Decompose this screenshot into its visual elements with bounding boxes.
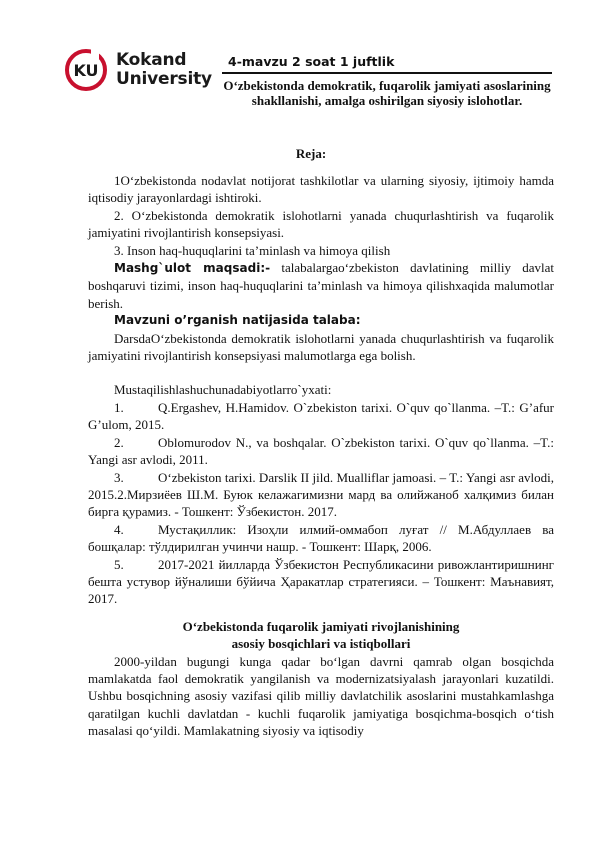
ku-logo-icon bbox=[64, 48, 108, 92]
plan-item-3: 3. Inson haq-huquqlarini ta’minlash va himoya qilish bbox=[114, 242, 391, 258]
literature-item: 1. Q.Ergashev, H.Hamidov. O`zbekiston tarixi. O`quv qo`llanma. –T.: G’afur G’ulom, 2015. bbox=[88, 399, 554, 433]
section-body: 2000-yildan bugungi kunga qadar bo‘lgan davrni qamrab olgan bosqichda mamlakatda faol demokratik yangilanish va modernizatsiyalash jarayonlari kuzatildi. Ushbu bosqichning asosiy vazifasi qilib milliy davlatchilik asoslarini mustahkamlashga qaratilgan kuchli davlatdan - kuchli fuqarolik jamiyatiga bosqichma-bosqich o‘tish masalasi qo‘yildi. Mamlakatning siyosiy va iqtisodiy bbox=[88, 653, 554, 739]
plan-heading: Reja: bbox=[295, 146, 327, 161]
outcome-text: DarsdaO‘zbekistonda demokratik islohotlarni yanada chuqurlashtirish va fuqarolik jamiyatini rivojlantirish konsepsiyasi malumotlarga ega bolish. bbox=[88, 330, 554, 364]
outcome-heading: Mavzuni o’rganish natijasida talaba: bbox=[114, 313, 361, 328]
lesson-goal: Mashg`ulot maqsadi:- talabalargaо‘zbekiston davlatining milliy davlat boshqaruvi tizimi, inson haq-huquqlarini ta’minlash va himoya qilishxaqida malumotlar berish. bbox=[88, 260, 554, 311]
section-title-line2: asosiy bosqichlari va istiqbollari bbox=[231, 636, 411, 652]
logo-wordmark: Kokand University bbox=[116, 50, 212, 89]
document-body bbox=[88, 172, 554, 740]
lesson-goal-label: Mashg`ulot maqsadi bbox=[114, 261, 261, 276]
literature-item: 4. Мустақиллик: Изоҳли илмий-оммабоп луғат // М.Абдуллаев ва бошқалар: тўлдирилган учинчи нашр. - Тошкент: Шарқ, 2006. bbox=[88, 521, 554, 555]
literature-item: 5. 2017-2021 йилларда Ўзбекистон Республикасини ривожлантиришнинг бешта устувор йўналиши бўйича Ҳаракатлар стратегияси. – Тошкент: Маънавият, 2017. bbox=[88, 556, 554, 607]
university-logo bbox=[64, 48, 212, 92]
literature-item: 2. Oblomurodov N., va boshqalar. O`zbekiston tarixi. O`quv qo`llanma. –T.: Yangi asr avlodi, 2011. bbox=[88, 434, 554, 468]
lesson-goal-text: talabalargaо‘zbekiston davlatining milliy davlat boshqaruvi tizimi, inson haq-huquqlarini ta’minlash va himoya qilishxaqida malumotlar berish. bbox=[88, 260, 554, 311]
plan-item-1: 1O‘zbekistonda nodavlat notijorat tashkilotlar va ularning siyosiy, ijtimoiy hamda iqtisodiy jarayonlardagi ishtiroki. bbox=[88, 173, 554, 206]
topic-label: 4-mavzu 2 soat 1 juftlik bbox=[228, 54, 395, 69]
section-title-line1: O‘zbekistonda fuqarolik jamiyati rivojlanishining bbox=[182, 618, 460, 634]
literature-heading: Mustaqilishlashuchunadabiyotlarro`yxati: bbox=[114, 382, 332, 398]
literature-item: 3. O‘zbekiston tarixi. Darslik II jild. Mualliflar jamoasi. – T.: Yangi asr avlodi, 2015.2.Мирзиёев Ш.М. Буюк келажагимизни мард ва олийжаноб халқимиз билан бирга қурамиз. - Тошкент: Ўзбекистон. 2017. bbox=[88, 469, 554, 520]
header-rule bbox=[222, 72, 552, 74]
svg-text:KU: KU bbox=[73, 61, 99, 80]
document-title: O‘zbekistonda demokratik, fuqarolik jamiyati asoslarining shakllanishi, amalga oshirilgan siyosiy islohotlar. bbox=[223, 78, 551, 108]
plan-item-2: 2. O‘zbekistonda demokratik islohotlarni yanada chuqurlashtirish va fuqarolik jamiyatini rivojlantirish konsepsiyasi. bbox=[88, 207, 554, 241]
